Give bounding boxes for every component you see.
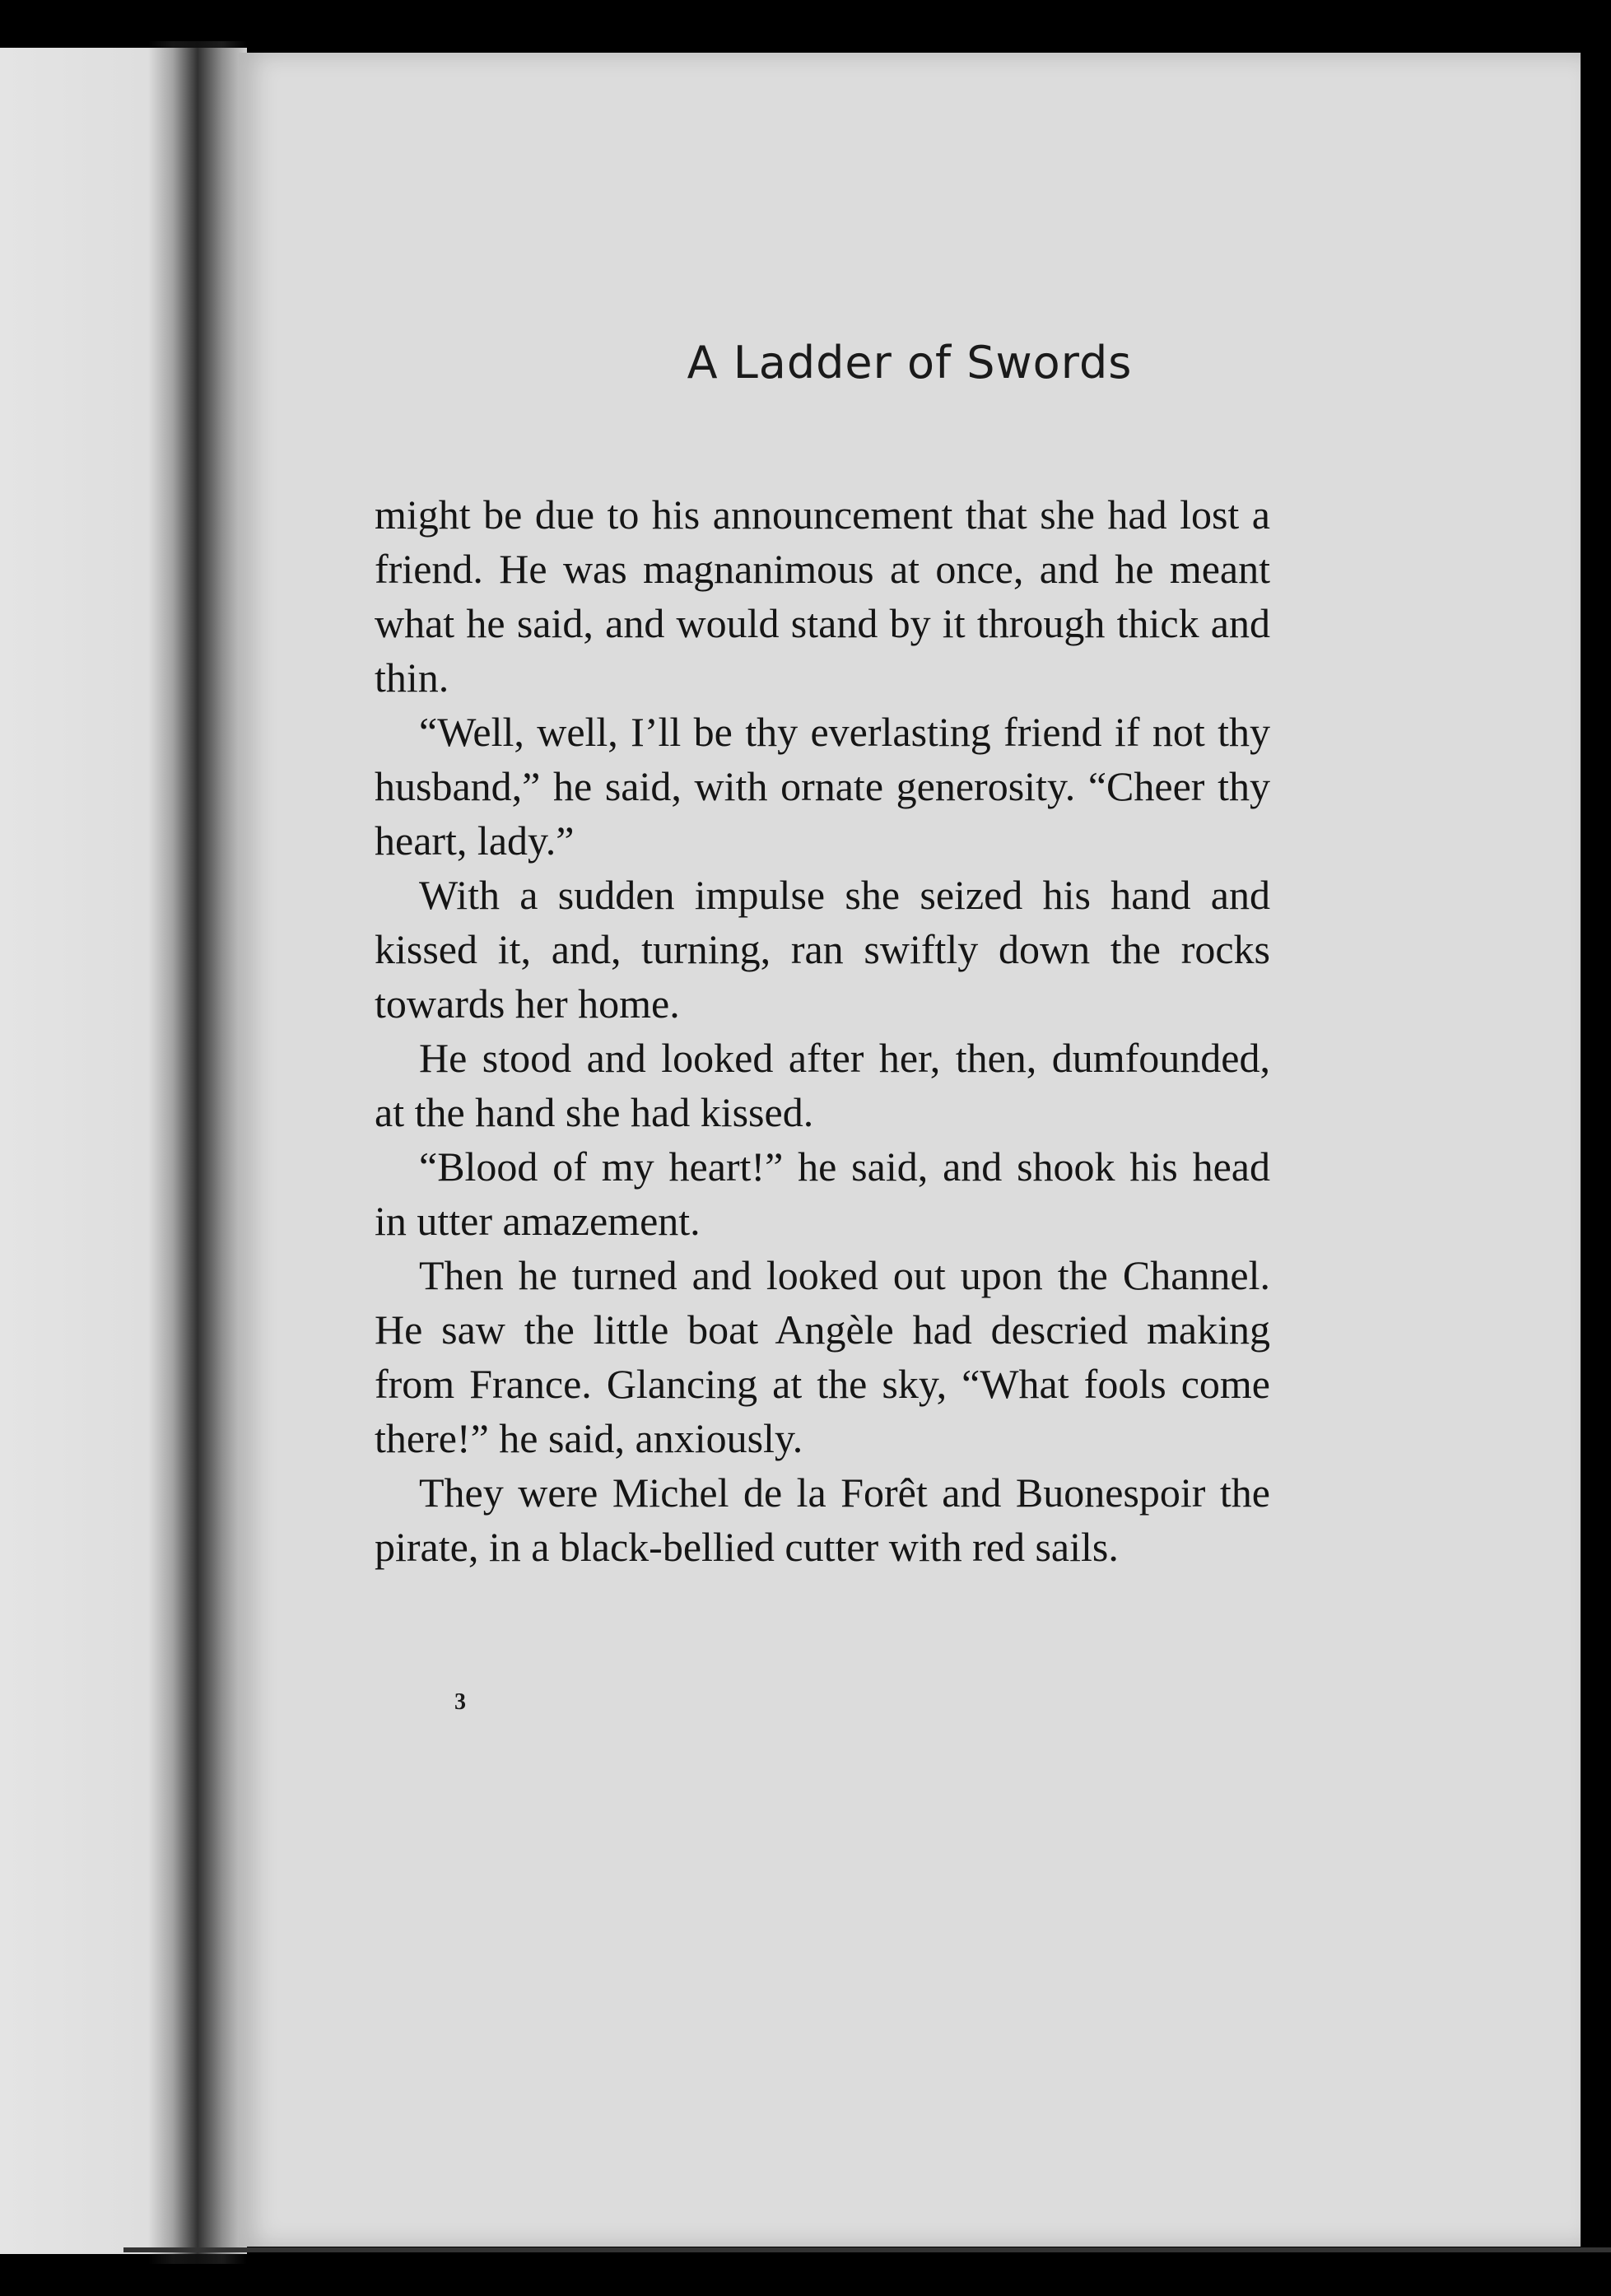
running-head: A Ladder of Swords [687,337,1133,389]
book-page [239,53,1581,2247]
signature-mark: 3 [454,1689,466,1715]
paragraph: With a sudden impulse she seized his hand and kissed it, and, turning, ran swiftly down the rocks towards her home. [375,872,1270,1027]
paragraph: “Blood of my heart!” he said, and shook his head in utter amazement. [375,1143,1270,1244]
paragraph: “Well, well, I’ll be thy everlasting friend if not thy husband,” he said, with ornate generosity. “Cheer thy heart, lady.” [375,709,1270,864]
page-body [375,487,1270,1574]
paragraph: Then he turned and looked out upon the Channel. He saw the little boat Angèle had descried making from France. Glancing at the sky, “What fools come there!” he said, anxiously. [375,1252,1270,1461]
page-bottom-edge [123,2247,1611,2252]
paragraph-continuation: might be due to his announcement that she had lost a friend. He was magnanimous at once, and he meant what he said, and would stand by it through thick and thin. [375,491,1270,701]
paragraph: He stood and looked after her, then, dumfounded, at the hand she had kissed. [375,1035,1270,1135]
book-gutter-shadow [148,41,247,2264]
paragraph: They were Michel de la Forêt and Buonespoir the pirate, in a black-bellied cutter with red sails. [375,1469,1270,1570]
